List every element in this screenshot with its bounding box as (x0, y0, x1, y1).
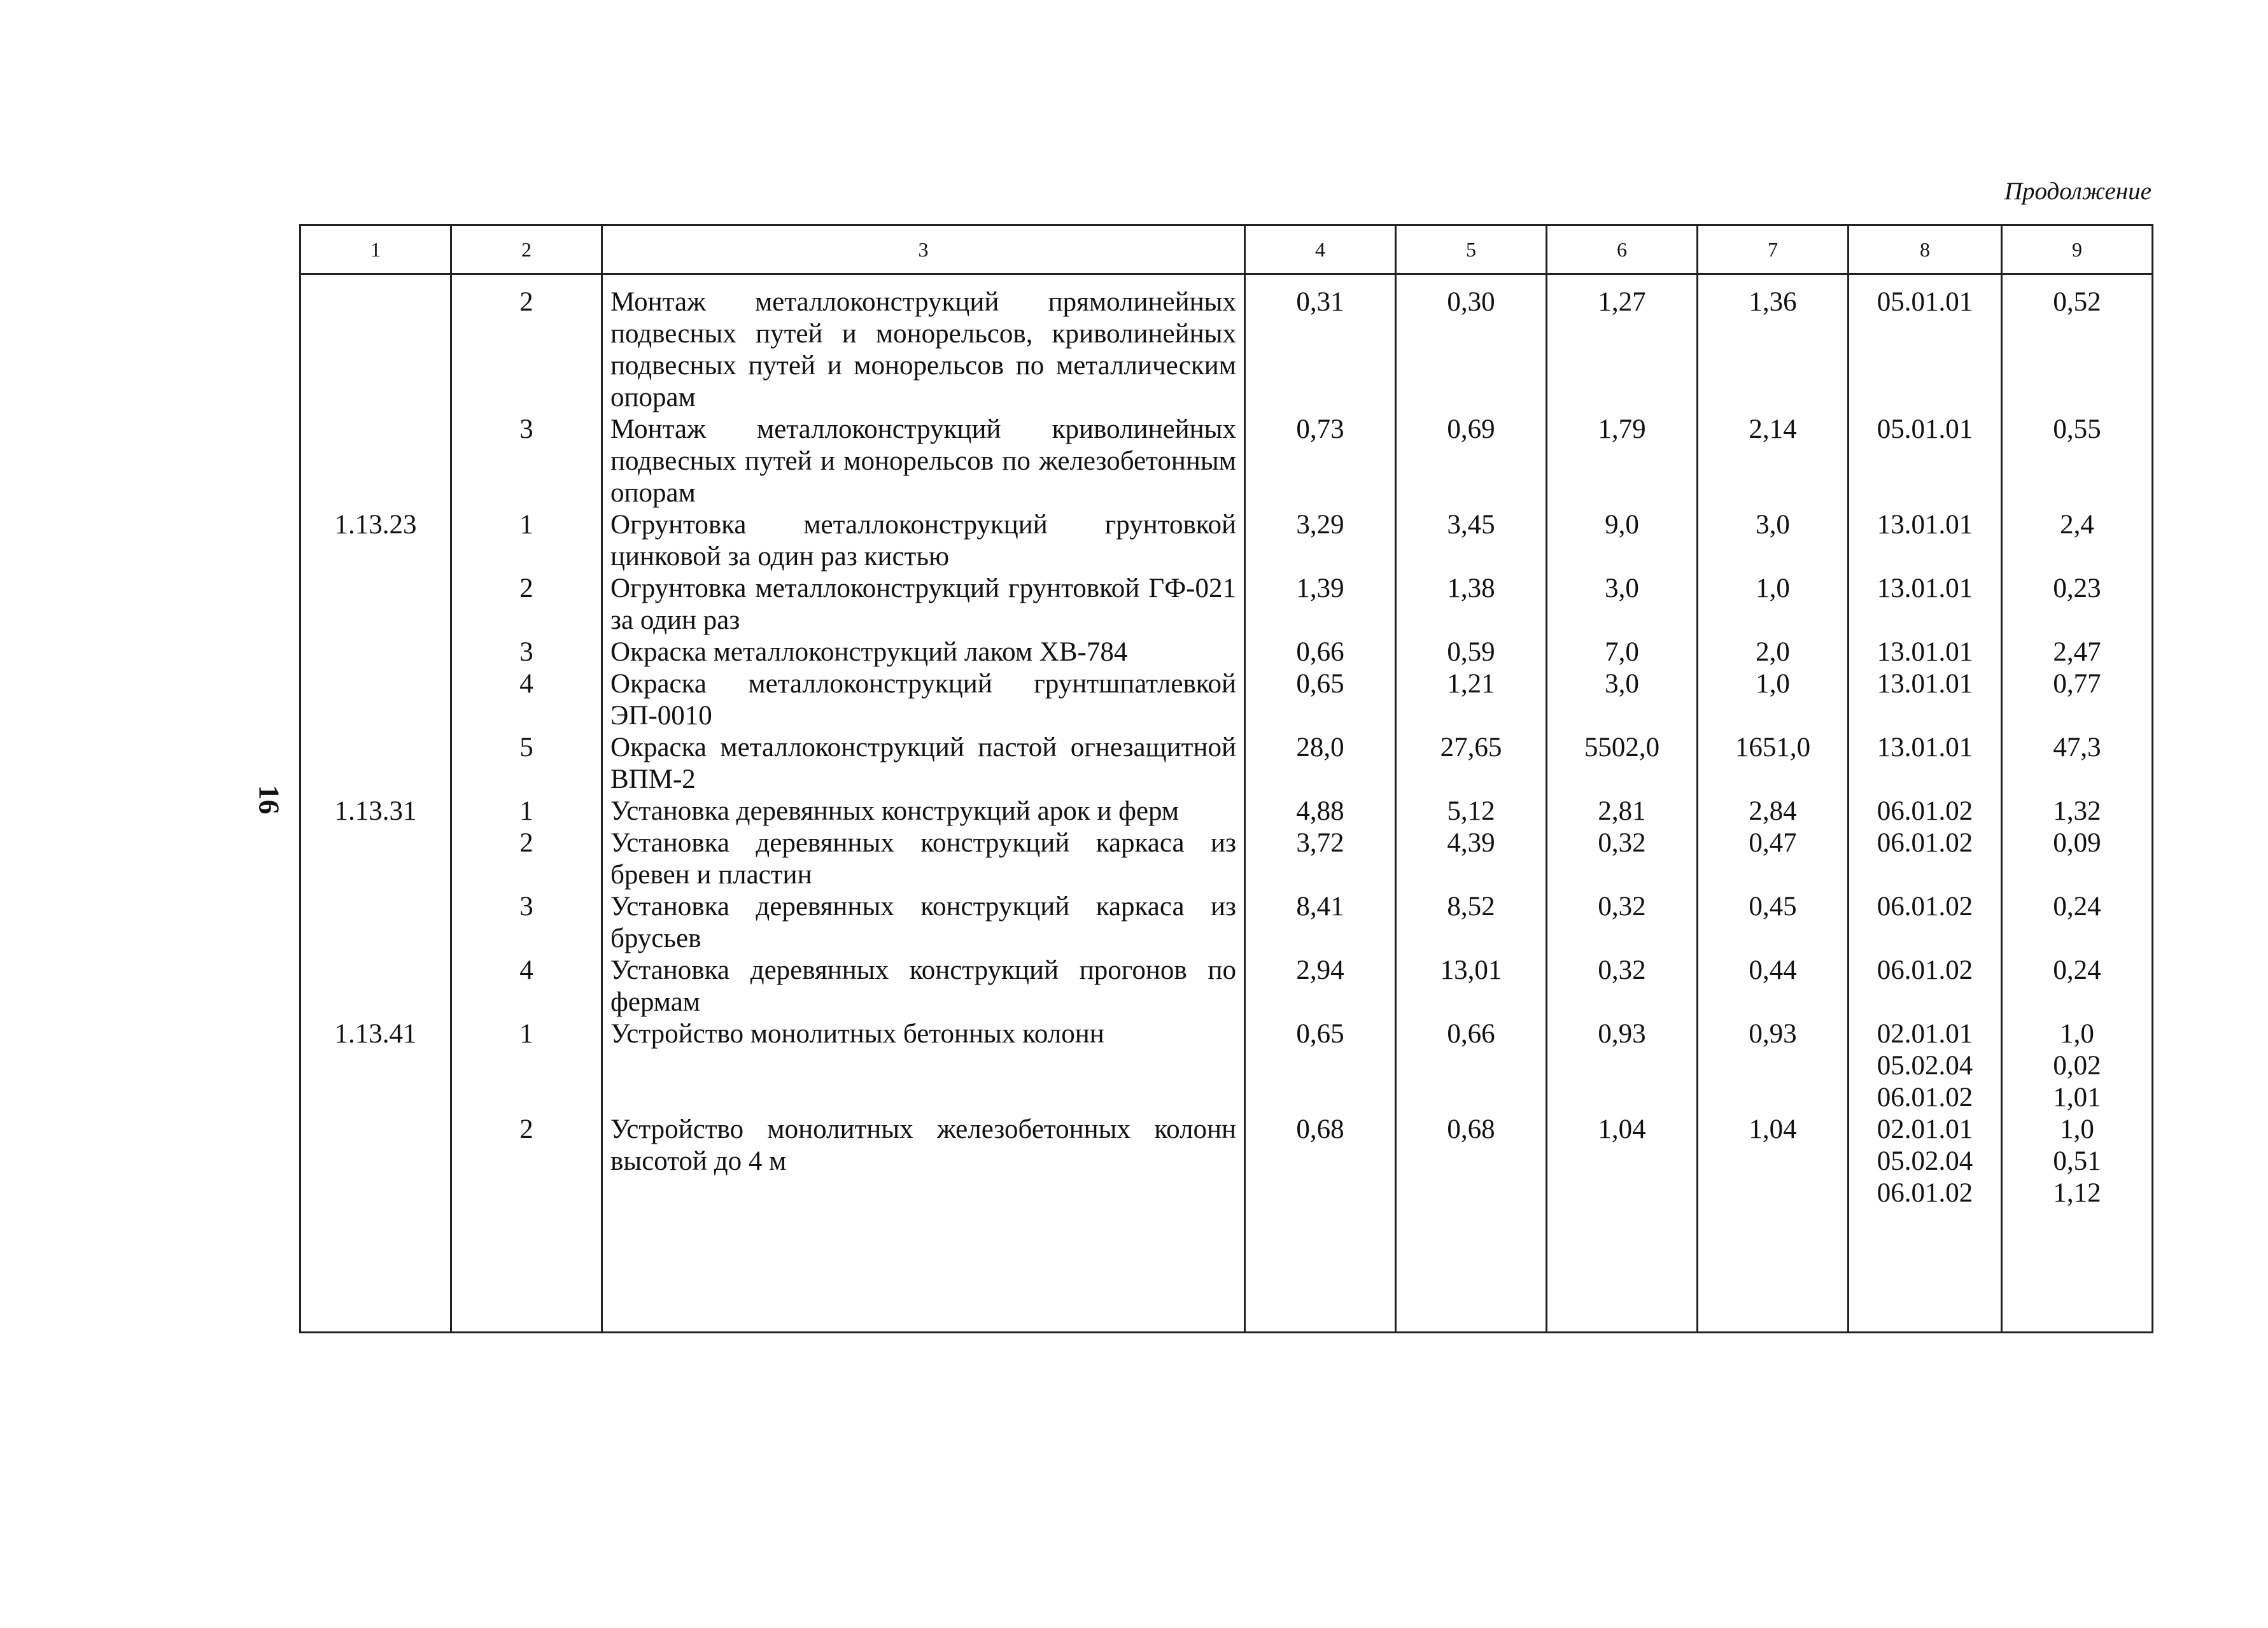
resource-code-cell (1849, 509, 2002, 573)
table-row (300, 891, 2153, 955)
empty-cell (300, 1209, 451, 1333)
number-cell: 5 (451, 732, 602, 796)
empty-cell (602, 1209, 1245, 1333)
code-cell (300, 573, 451, 636)
resource-code: 05.02.04 (1877, 1051, 1973, 1081)
column-header-1: 1 (300, 225, 451, 274)
value-cell-6: 0,93 (1547, 1018, 1698, 1114)
continuation-label: Продолжение (2004, 178, 2152, 205)
coefficient-value: 0,24 (2053, 892, 2101, 922)
value-cell-5: 5,12 (1396, 796, 1547, 827)
value-cell-6: 9,0 (1547, 509, 1698, 573)
empty-cell (2002, 1209, 2153, 1333)
resource-code: 06.01.02 (1877, 955, 1973, 985)
number-cell: 3 (451, 636, 602, 668)
table-row (300, 668, 2153, 732)
description-cell: Окраска металлоконструкций пастой огнезащитной ВПМ-2 (602, 732, 1245, 796)
number-cell: 4 (451, 955, 602, 1018)
description-cell: Устройство монолитных железобетонных колонн высотой до 4 м (602, 1114, 1245, 1209)
value-cell-7: 3,0 (1698, 509, 1849, 573)
coefficient-cell (2002, 509, 2153, 573)
code-cell (300, 827, 451, 891)
column-header-4: 4 (1245, 225, 1396, 274)
coefficient-cell (2002, 955, 2153, 1018)
description-cell: Огрунтовка металлоконструкций грунтовкой ГФ-021 за один раз (602, 573, 1245, 636)
description-cell: Окраска металлоконструкций грунтшпатлевкой ЭП-0010 (602, 668, 1245, 732)
description-cell: Монтаж металлоконструкций прямолинейных подвесных путей и монорельсов, криволинейных подвесных путей и монорельсов по металлическим опорам (602, 274, 1245, 414)
coefficient-value: 0,55 (2053, 414, 2101, 444)
coefficient-value: 1,32 (2053, 796, 2101, 826)
coefficient-value: 0,24 (2053, 955, 2101, 985)
value-cell-7: 0,44 (1698, 955, 1849, 1018)
coefficient-value: 0,77 (2053, 669, 2101, 699)
coefficient-value: 2,47 (2053, 637, 2101, 667)
coefficient-value: 1,01 (2053, 1083, 2101, 1112)
empty-row (300, 1209, 2153, 1333)
value-cell-6: 0,32 (1547, 955, 1698, 1018)
coefficient-cell (2002, 636, 2153, 668)
resource-code: 13.01.01 (1877, 573, 1973, 603)
table-row (300, 1114, 2153, 1209)
value-cell-6: 3,0 (1547, 573, 1698, 636)
resource-code: 13.01.01 (1877, 637, 1973, 667)
resource-code: 02.01.01 (1877, 1019, 1973, 1049)
column-header-3: 3 (602, 225, 1245, 274)
value-cell-4: 3,29 (1245, 509, 1396, 573)
value-cell-4: 4,88 (1245, 796, 1396, 827)
description-cell: Устройство монолитных бетонных колонн (602, 1018, 1245, 1114)
resource-code-cell (1849, 668, 2002, 732)
value-cell-7: 0,93 (1698, 1018, 1849, 1114)
resource-code: 05.01.01 (1877, 414, 1973, 444)
coefficient-cell (2002, 1018, 2153, 1114)
code-cell: 1.13.23 (300, 509, 451, 573)
number-cell: 1 (451, 796, 602, 827)
table-row (300, 827, 2153, 891)
resource-code: 05.01.01 (1877, 287, 1973, 317)
code-cell (300, 636, 451, 668)
value-cell-4: 0,73 (1245, 414, 1396, 509)
value-cell-5: 13,01 (1396, 955, 1547, 1018)
coefficient-value: 0,02 (2053, 1051, 2101, 1081)
coefficient-cell (2002, 668, 2153, 732)
table-row (300, 1018, 2153, 1114)
number-cell: 2 (451, 573, 602, 636)
table-row (300, 274, 2153, 414)
coefficient-value: 0,09 (2053, 828, 2101, 858)
value-cell-5: 1,21 (1396, 668, 1547, 732)
code-cell (300, 274, 451, 414)
norms-table (299, 224, 2153, 1333)
value-cell-6: 2,81 (1547, 796, 1698, 827)
value-cell-7: 0,45 (1698, 891, 1849, 955)
description-cell: Установка деревянных конструкций арок и ферм (602, 796, 1245, 827)
value-cell-6: 7,0 (1547, 636, 1698, 668)
column-header-9: 9 (2002, 225, 2153, 274)
value-cell-5: 0,68 (1396, 1114, 1547, 1209)
resource-code: 06.01.02 (1877, 796, 1973, 826)
value-cell-4: 28,0 (1245, 732, 1396, 796)
coefficient-value: 0,51 (2053, 1146, 2101, 1176)
value-cell-6: 3,0 (1547, 668, 1698, 732)
code-cell: 1.13.31 (300, 796, 451, 827)
column-number-row (300, 225, 2153, 274)
description-cell: Окраска металлоконструкций лаком ХВ-784 (602, 636, 1245, 668)
column-header-6: 6 (1547, 225, 1698, 274)
coefficient-cell (2002, 796, 2153, 827)
table-row (300, 509, 2153, 573)
column-header-5: 5 (1396, 225, 1547, 274)
value-cell-6: 1,04 (1547, 1114, 1698, 1209)
number-cell: 3 (451, 891, 602, 955)
value-cell-5: 0,66 (1396, 1018, 1547, 1114)
empty-cell (451, 1209, 602, 1333)
value-cell-5: 1,38 (1396, 573, 1547, 636)
column-header-7: 7 (1698, 225, 1849, 274)
resource-code-cell (1849, 732, 2002, 796)
coefficient-cell (2002, 1114, 2153, 1209)
coefficient-cell (2002, 732, 2153, 796)
value-cell-5: 0,69 (1396, 414, 1547, 509)
value-cell-4: 0,65 (1245, 668, 1396, 732)
coefficient-cell (2002, 414, 2153, 509)
resource-code-cell (1849, 1114, 2002, 1209)
resource-code: 13.01.01 (1877, 669, 1973, 699)
resource-code: 06.01.02 (1877, 1178, 1973, 1208)
empty-cell (1849, 1209, 2002, 1333)
value-cell-7: 2,0 (1698, 636, 1849, 668)
coefficient-cell (2002, 827, 2153, 891)
empty-cell (1698, 1209, 1849, 1333)
coefficient-value: 0,52 (2053, 287, 2101, 317)
resource-code-cell (1849, 573, 2002, 636)
value-cell-5: 3,45 (1396, 509, 1547, 573)
description-cell: Установка деревянных конструкций каркаса из брусьев (602, 891, 1245, 955)
resource-code-cell (1849, 955, 2002, 1018)
value-cell-4: 3,72 (1245, 827, 1396, 891)
coefficient-value: 47,3 (2053, 733, 2101, 762)
value-cell-7: 1,04 (1698, 1114, 1849, 1209)
number-cell: 1 (451, 509, 602, 573)
value-cell-4: 8,41 (1245, 891, 1396, 955)
resource-code: 13.01.01 (1877, 733, 1973, 762)
coefficient-value: 1,12 (2053, 1178, 2101, 1208)
resource-code: 13.01.01 (1877, 510, 1973, 540)
table-row (300, 636, 2153, 668)
value-cell-4: 0,31 (1245, 274, 1396, 414)
number-cell: 2 (451, 274, 602, 414)
value-cell-4: 0,66 (1245, 636, 1396, 668)
value-cell-7: 1,36 (1698, 274, 1849, 414)
value-cell-5: 4,39 (1396, 827, 1547, 891)
value-cell-6: 1,79 (1547, 414, 1698, 509)
code-cell (300, 732, 451, 796)
number-cell: 2 (451, 827, 602, 891)
value-cell-4: 1,39 (1245, 573, 1396, 636)
resource-code-cell (1849, 796, 2002, 827)
empty-cell (1547, 1209, 1698, 1333)
description-cell: Установка деревянных конструкций прогонов по фермам (602, 955, 1245, 1018)
value-cell-6: 1,27 (1547, 274, 1698, 414)
coefficient-value: 1,0 (2060, 1114, 2094, 1144)
code-cell: 1.13.41 (300, 1018, 451, 1114)
resource-code-cell (1849, 414, 2002, 509)
resource-code-cell (1849, 827, 2002, 891)
value-cell-6: 0,32 (1547, 827, 1698, 891)
value-cell-6: 0,32 (1547, 891, 1698, 955)
coefficient-value: 2,4 (2060, 510, 2094, 540)
coefficient-value: 1,0 (2060, 1019, 2094, 1049)
value-cell-4: 2,94 (1245, 955, 1396, 1018)
resource-code-cell (1849, 636, 2002, 668)
description-cell: Установка деревянных конструкций каркаса из бревен и пластин (602, 827, 1245, 891)
resource-code: 02.01.01 (1877, 1114, 1973, 1144)
column-header-8: 8 (1849, 225, 2002, 274)
code-cell (300, 414, 451, 509)
value-cell-5: 0,30 (1396, 274, 1547, 414)
number-cell: 3 (451, 414, 602, 509)
resource-code-cell (1849, 1018, 2002, 1114)
value-cell-5: 27,65 (1396, 732, 1547, 796)
value-cell-7: 1651,0 (1698, 732, 1849, 796)
value-cell-7: 0,47 (1698, 827, 1849, 891)
empty-cell (1245, 1209, 1396, 1333)
number-cell: 2 (451, 1114, 602, 1209)
code-cell (300, 1114, 451, 1209)
table-row (300, 573, 2153, 636)
resource-code: 06.01.02 (1877, 892, 1973, 922)
resource-code: 06.01.02 (1877, 828, 1973, 858)
table-row (300, 796, 2153, 827)
number-cell: 4 (451, 668, 602, 732)
coefficient-value: 0,23 (2053, 573, 2101, 603)
value-cell-4: 0,65 (1245, 1018, 1396, 1114)
value-cell-7: 2,84 (1698, 796, 1849, 827)
code-cell (300, 955, 451, 1018)
description-cell: Огрунтовка металлоконструкций грунтовкой цинковой за один раз кистью (602, 509, 1245, 573)
coefficient-cell (2002, 274, 2153, 414)
value-cell-7: 1,0 (1698, 668, 1849, 732)
resource-code-cell (1849, 274, 2002, 414)
value-cell-5: 8,52 (1396, 891, 1547, 955)
table-row (300, 414, 2153, 509)
coefficient-cell (2002, 891, 2153, 955)
description-cell: Монтаж металлоконструкций криволинейных подвесных путей и монорельсов по железобетонным опорам (602, 414, 1245, 509)
empty-cell (1396, 1209, 1547, 1333)
value-cell-5: 0,59 (1396, 636, 1547, 668)
value-cell-7: 2,14 (1698, 414, 1849, 509)
table-row (300, 732, 2153, 796)
table-row (300, 955, 2153, 1018)
value-cell-6: 5502,0 (1547, 732, 1698, 796)
value-cell-4: 0,68 (1245, 1114, 1396, 1209)
code-cell (300, 891, 451, 955)
number-cell: 1 (451, 1018, 602, 1114)
column-header-2: 2 (451, 225, 602, 274)
value-cell-7: 1,0 (1698, 573, 1849, 636)
page-number: 16 (253, 785, 286, 815)
coefficient-cell (2002, 573, 2153, 636)
resource-code: 05.02.04 (1877, 1146, 1973, 1176)
code-cell (300, 668, 451, 732)
resource-code: 06.01.02 (1877, 1083, 1973, 1112)
resource-code-cell (1849, 891, 2002, 955)
